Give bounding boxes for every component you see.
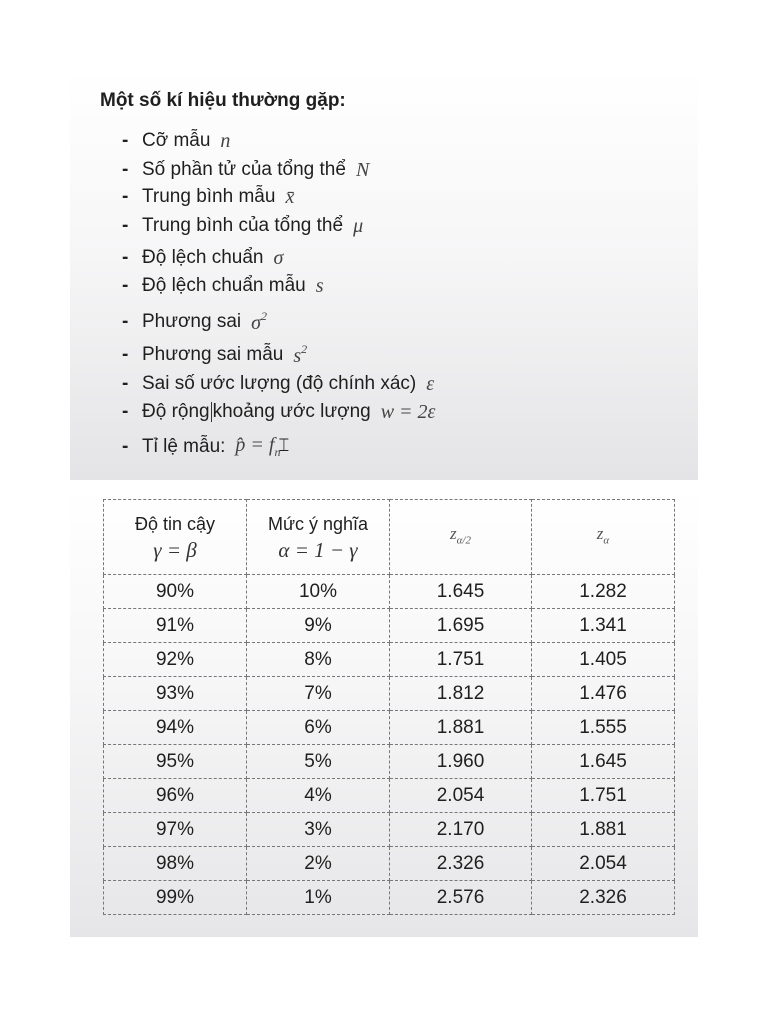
notation-symbol: s bbox=[315, 274, 324, 297]
cell-confidence: 94% bbox=[104, 711, 247, 745]
notation-label-part1: Độ rộng bbox=[142, 401, 210, 422]
symbol-base: s bbox=[293, 345, 302, 367]
cell-z-half-alpha: 1.751 bbox=[390, 643, 532, 677]
cell-significance: 7% bbox=[247, 677, 390, 711]
cell-z-half-alpha: 2.170 bbox=[390, 813, 532, 847]
notation-symbol: σ bbox=[273, 246, 284, 269]
symbol-superscript: 2 bbox=[301, 342, 308, 356]
cell-significance: 4% bbox=[247, 779, 390, 813]
notation-label: Phương sai bbox=[142, 311, 242, 332]
notation-item bbox=[122, 157, 370, 183]
notation-label: Tỉ lệ mẫu: bbox=[142, 436, 226, 457]
cell-confidence: 96% bbox=[104, 779, 247, 813]
bullet-dash: - bbox=[122, 130, 129, 151]
cell-z-half-alpha: 1.812 bbox=[390, 677, 532, 711]
notation-item bbox=[122, 213, 364, 239]
cell-z-half-alpha: 1.881 bbox=[390, 711, 532, 745]
symbol-base: σ bbox=[251, 312, 261, 334]
table-row bbox=[104, 847, 675, 881]
z-value-table bbox=[103, 499, 675, 915]
cell-confidence: 95% bbox=[104, 745, 247, 779]
notation-symbol: μ bbox=[353, 214, 364, 237]
cell-confidence: 97% bbox=[104, 813, 247, 847]
cell-z-alpha: 1.282 bbox=[532, 575, 675, 609]
notation-label: Cỡ mẫu bbox=[142, 130, 211, 151]
cell-confidence: 91% bbox=[104, 609, 247, 643]
notation-symbol: x̄ bbox=[285, 185, 295, 208]
header-z-half-alpha bbox=[390, 500, 532, 575]
text-cursor-icon bbox=[211, 402, 212, 422]
notation-label: Trung bình mẫu bbox=[142, 186, 276, 207]
cell-z-alpha: 1.645 bbox=[532, 745, 675, 779]
cell-significance: 10% bbox=[247, 575, 390, 609]
symbol-subscript: n bbox=[274, 445, 281, 459]
header-significance-label: Mức ý nghĩa bbox=[267, 514, 369, 534]
table-row bbox=[104, 677, 675, 711]
symbol-superscript: 2 bbox=[261, 309, 267, 323]
table-row bbox=[104, 779, 675, 813]
cell-z-alpha: 2.054 bbox=[532, 847, 675, 881]
notation-item bbox=[122, 371, 435, 397]
header-confidence-label: Độ tin cậy bbox=[134, 514, 216, 534]
header-confidence-formula: γ = β bbox=[153, 538, 197, 562]
bullet-dash: - bbox=[122, 401, 129, 422]
table-row bbox=[104, 745, 675, 779]
header-z-alpha bbox=[532, 500, 675, 575]
notation-symbol: ε bbox=[426, 372, 435, 395]
cell-significance: 2% bbox=[247, 847, 390, 881]
header-significance bbox=[247, 500, 390, 575]
notation-item bbox=[122, 184, 295, 210]
cell-z-alpha: 1.555 bbox=[532, 711, 675, 745]
notation-item bbox=[122, 434, 290, 460]
notation-symbol bbox=[251, 309, 267, 335]
bullet-dash: - bbox=[122, 436, 129, 457]
header-significance-formula: α = 1 − γ bbox=[278, 538, 358, 562]
table-row bbox=[104, 881, 675, 915]
cell-significance: 5% bbox=[247, 745, 390, 779]
notation-symbol bbox=[293, 342, 307, 368]
cell-significance: 6% bbox=[247, 711, 390, 745]
table-row bbox=[104, 813, 675, 847]
cell-z-half-alpha: 2.326 bbox=[390, 847, 532, 881]
notation-item bbox=[122, 399, 436, 425]
notation-item bbox=[122, 128, 231, 154]
symbol-base: p̂ = f bbox=[235, 434, 275, 456]
notation-label: Trung bình của tổng thể bbox=[142, 215, 344, 236]
bullet-dash: - bbox=[122, 215, 129, 236]
notation-panel bbox=[70, 70, 698, 480]
cell-confidence: 98% bbox=[104, 847, 247, 881]
bullet-dash: - bbox=[122, 373, 129, 394]
cell-significance: 8% bbox=[247, 643, 390, 677]
cell-significance: 9% bbox=[247, 609, 390, 643]
notation-symbol: N bbox=[355, 158, 370, 181]
table-row bbox=[104, 609, 675, 643]
notation-symbol: w = 2ε bbox=[380, 400, 436, 423]
cell-confidence: 99% bbox=[104, 881, 247, 915]
cell-z-alpha: 1.341 bbox=[532, 609, 675, 643]
cell-z-half-alpha: 1.695 bbox=[390, 609, 532, 643]
cell-confidence: 90% bbox=[104, 575, 247, 609]
notation-item bbox=[122, 342, 308, 368]
z-half-base: z bbox=[450, 524, 457, 544]
z-half-sub: α/2 bbox=[456, 534, 471, 547]
bullet-dash: - bbox=[122, 186, 129, 207]
cell-z-half-alpha: 2.054 bbox=[390, 779, 532, 813]
cell-z-half-alpha: 1.645 bbox=[390, 575, 532, 609]
notation-symbol bbox=[235, 434, 289, 460]
table-header-row bbox=[104, 500, 675, 575]
notation-label-part2: khoảng ước lượng bbox=[212, 401, 371, 422]
header-confidence bbox=[104, 500, 247, 575]
cell-z-alpha: 1.476 bbox=[532, 677, 675, 711]
notation-label: Phương sai mẫu bbox=[142, 344, 284, 365]
notation-item bbox=[122, 273, 324, 299]
table-row bbox=[104, 711, 675, 745]
bullet-dash: - bbox=[122, 344, 129, 365]
cell-significance: 3% bbox=[247, 813, 390, 847]
cell-confidence: 92% bbox=[104, 643, 247, 677]
notation-heading: Một số kí hiệu thường gặp: bbox=[100, 90, 346, 111]
cell-z-half-alpha: 1.960 bbox=[390, 745, 532, 779]
bullet-dash: - bbox=[122, 159, 129, 180]
bullet-dash: - bbox=[122, 275, 129, 296]
notation-symbol: n bbox=[220, 129, 231, 152]
z-table-panel bbox=[70, 487, 698, 937]
notation-label: Độ lệch chuẩn bbox=[142, 247, 264, 268]
notation-item bbox=[122, 309, 267, 335]
z-base: z bbox=[596, 524, 604, 544]
cell-z-alpha: 1.751 bbox=[532, 779, 675, 813]
notation-label: Sai số ước lượng (độ chính xác) bbox=[142, 373, 417, 394]
bullet-dash: - bbox=[122, 247, 129, 268]
cell-z-alpha: 1.881 bbox=[532, 813, 675, 847]
bullet-dash: - bbox=[122, 311, 129, 332]
cell-z-alpha: 1.405 bbox=[532, 643, 675, 677]
cell-z-half-alpha: 2.576 bbox=[390, 881, 532, 915]
notation-label: Độ lệch chuẩn mẫu bbox=[142, 275, 306, 296]
notation-label: Số phần tử của tổng thể bbox=[142, 159, 346, 180]
cell-significance: 1% bbox=[247, 881, 390, 915]
ibeam-cursor-icon: ⌶ bbox=[278, 435, 290, 456]
table-row bbox=[104, 575, 675, 609]
table-row bbox=[104, 643, 675, 677]
notation-list bbox=[70, 70, 698, 480]
notation-item bbox=[122, 245, 284, 271]
z-sub: α bbox=[603, 534, 610, 547]
cell-confidence: 93% bbox=[104, 677, 247, 711]
cell-z-alpha: 2.326 bbox=[532, 881, 675, 915]
